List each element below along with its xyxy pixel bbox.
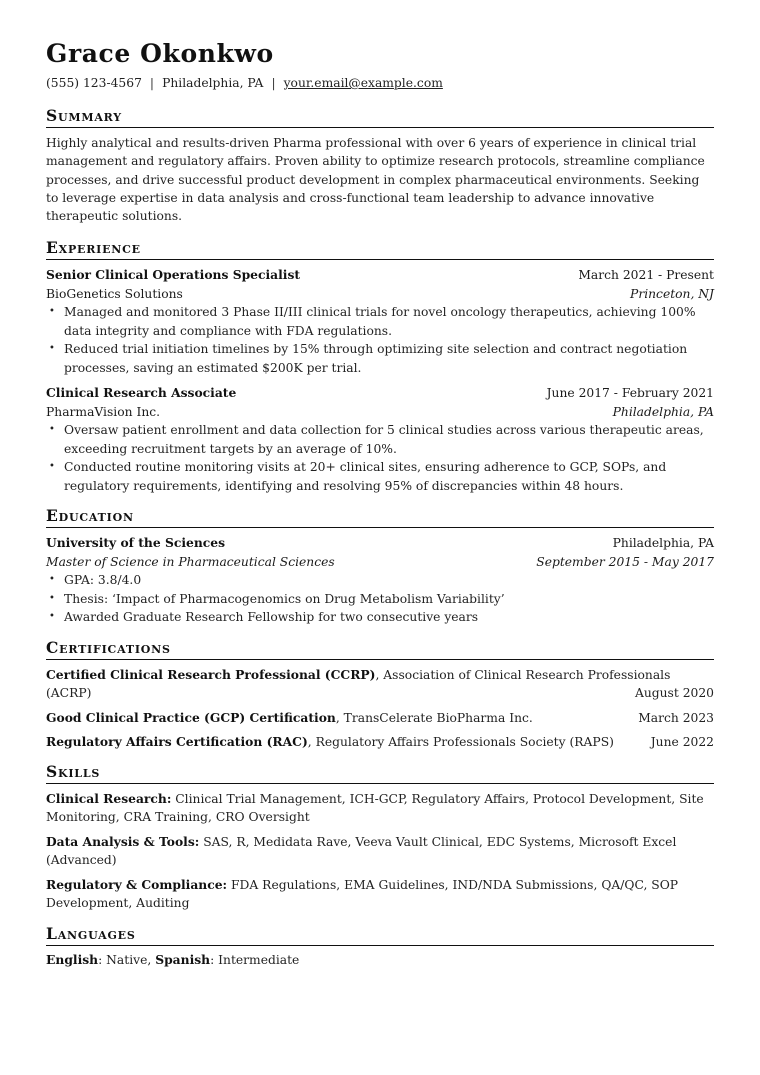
section-heading-experience: Experience (46, 238, 714, 260)
list-item (46, 608, 714, 627)
language-level: : Native, (98, 952, 156, 967)
bullet-icon: • (49, 574, 55, 586)
summary-text: Highly analytical and results-driven Pharma professional with over 6 years of experience in clinical trial management and regulatory affairs. Proven ability to optimize research protocols, streamline compliance processes, and drive successful product development in complex pharmaceutical environments. Seeking to leverage expertise in data analysis and cross-functional team leadership to advance innovative therapeutic solutions. (46, 136, 705, 224)
job-title: Senior Clinical Operations Specialist (46, 267, 301, 283)
bullet-text: Oversaw patient enrollment and data collection for 5 clinical studies across various therapeutic areas, exceeding recruitment targets by an average of 10%. (64, 423, 704, 456)
certification-date: August 2020 (634, 686, 714, 701)
certification-issuer: , Association of Clinical Research Professionals (375, 667, 671, 682)
certification-item (46, 666, 714, 703)
bullet-icon: • (49, 424, 55, 436)
skill-group (46, 833, 714, 870)
bullet-text: Conducted routine monitoring visits at 20+ clinical sites, ensuring adherence to GCP, SOPs, and regulatory requirements, identifying and resolving 95% of discrepancies within 48 hours. (64, 460, 667, 493)
list-item (46, 421, 714, 458)
certification-item (46, 709, 714, 728)
bullet-icon: • (49, 592, 55, 604)
job-location: Princeton, NJ (630, 286, 714, 301)
company-name: BioGenetics Solutions (46, 286, 183, 301)
job-entry (46, 384, 714, 495)
certification-date: March 2023 (638, 710, 714, 725)
bullet-text: Managed and monitored 3 Phase II/III clinical trials for novel oncology therapeutics, achieving 100% data integrity and compliance with FDA regulations. (64, 305, 696, 338)
language-level: : Intermediate (210, 952, 300, 967)
certification-name: Certified Clinical Research Professional (CCRP) (46, 666, 376, 682)
language-name: English (46, 951, 99, 967)
job-dates: March 2021 - Present (578, 268, 714, 283)
job-entry (46, 266, 714, 377)
separator: | (271, 76, 276, 90)
list-item (46, 590, 714, 609)
company-name: PharmaVision Inc. (46, 404, 161, 419)
job-location: Philadelphia, PA (612, 404, 714, 419)
bullet-icon: • (49, 461, 55, 473)
school-location: Philadelphia, PA (612, 536, 714, 551)
job-dates: June 2017 - February 2021 (546, 386, 714, 401)
skill-list: SAS, R, Medidata Rave, Veeva Vault Clinical, EDC Systems, Microsoft Excel (Advanced) (46, 834, 677, 868)
list-item (46, 458, 714, 495)
skill-group (46, 876, 714, 913)
phone-number: (555) 123-4567 (46, 76, 142, 90)
skill-label: Regulatory & Compliance: (46, 876, 228, 892)
skill-label: Data Analysis & Tools: (46, 833, 200, 849)
list-item (46, 303, 714, 340)
list-item (46, 340, 714, 377)
education-dates: September 2015 - May 2017 (536, 554, 714, 569)
skill-list: Clinical Trial Management, ICH-GCP, Regulatory Affairs, Protocol Development, Site Monitoring, CRA Training, CRO Oversight (46, 791, 704, 825)
bullet-text: GPA: 3.8/4.0 (64, 573, 142, 588)
job-bullets (46, 303, 714, 377)
language-name: Spanish (155, 951, 211, 967)
location: Philadelphia, PA (162, 76, 264, 90)
bullet-icon: • (49, 306, 55, 318)
skill-label: Clinical Research: (46, 790, 172, 806)
candidate-name: Grace Okonkwo (46, 39, 274, 68)
bullet-text: Awarded Graduate Research Fellowship for two consecutive years (64, 610, 479, 625)
section-heading-summary: Summary (46, 106, 714, 128)
certification-name: Regulatory Affairs Certification (RAC) (46, 734, 308, 750)
certification-issuer: , Regulatory Affairs Professionals Society (RAPS) (307, 735, 614, 750)
contact-line (46, 75, 714, 92)
certification-item (46, 733, 714, 752)
skill-group (46, 790, 714, 827)
section-heading-languages: Languages (46, 924, 714, 946)
certification-issuer: , TransCelerate BioPharma Inc. (335, 710, 533, 725)
job-bullets (46, 421, 714, 495)
degree: Master of Science in Pharmaceutical Sciences (46, 554, 335, 569)
section-heading-education: Education (46, 506, 714, 528)
certification-name: Good Clinical Practice (GCP) Certification (46, 709, 336, 725)
languages-line (46, 951, 714, 970)
certification-date: June 2022 (650, 735, 714, 750)
section-heading-certifications: Certifications (46, 638, 714, 660)
bullet-text: Reduced trial initiation timelines by 15% through optimizing site selection and contract negotiation processes, saving an estimated $200K per trial. (64, 342, 688, 375)
education-entry (46, 534, 714, 627)
list-item (46, 571, 714, 590)
bullet-icon: • (49, 611, 55, 623)
certification-issuer-continued: (ACRP) (46, 686, 92, 701)
skill-list: FDA Regulations, EMA Guidelines, IND/NDA Submissions, QA/QC, SOP Development, Auditing (46, 877, 679, 911)
section-heading-skills: Skills (46, 762, 714, 784)
bullet-icon: • (49, 343, 55, 355)
job-title: Clinical Research Associate (46, 385, 237, 401)
school-name: University of the Sciences (46, 535, 226, 551)
education-bullets (46, 571, 714, 627)
bullet-text: Thesis: ‘Impact of Pharmacogenomics on Drug Metabolism Variability’ (64, 591, 505, 606)
email-link[interactable]: your.email@example.com (283, 76, 443, 90)
resume-page (46, 38, 714, 969)
separator: | (149, 76, 155, 90)
